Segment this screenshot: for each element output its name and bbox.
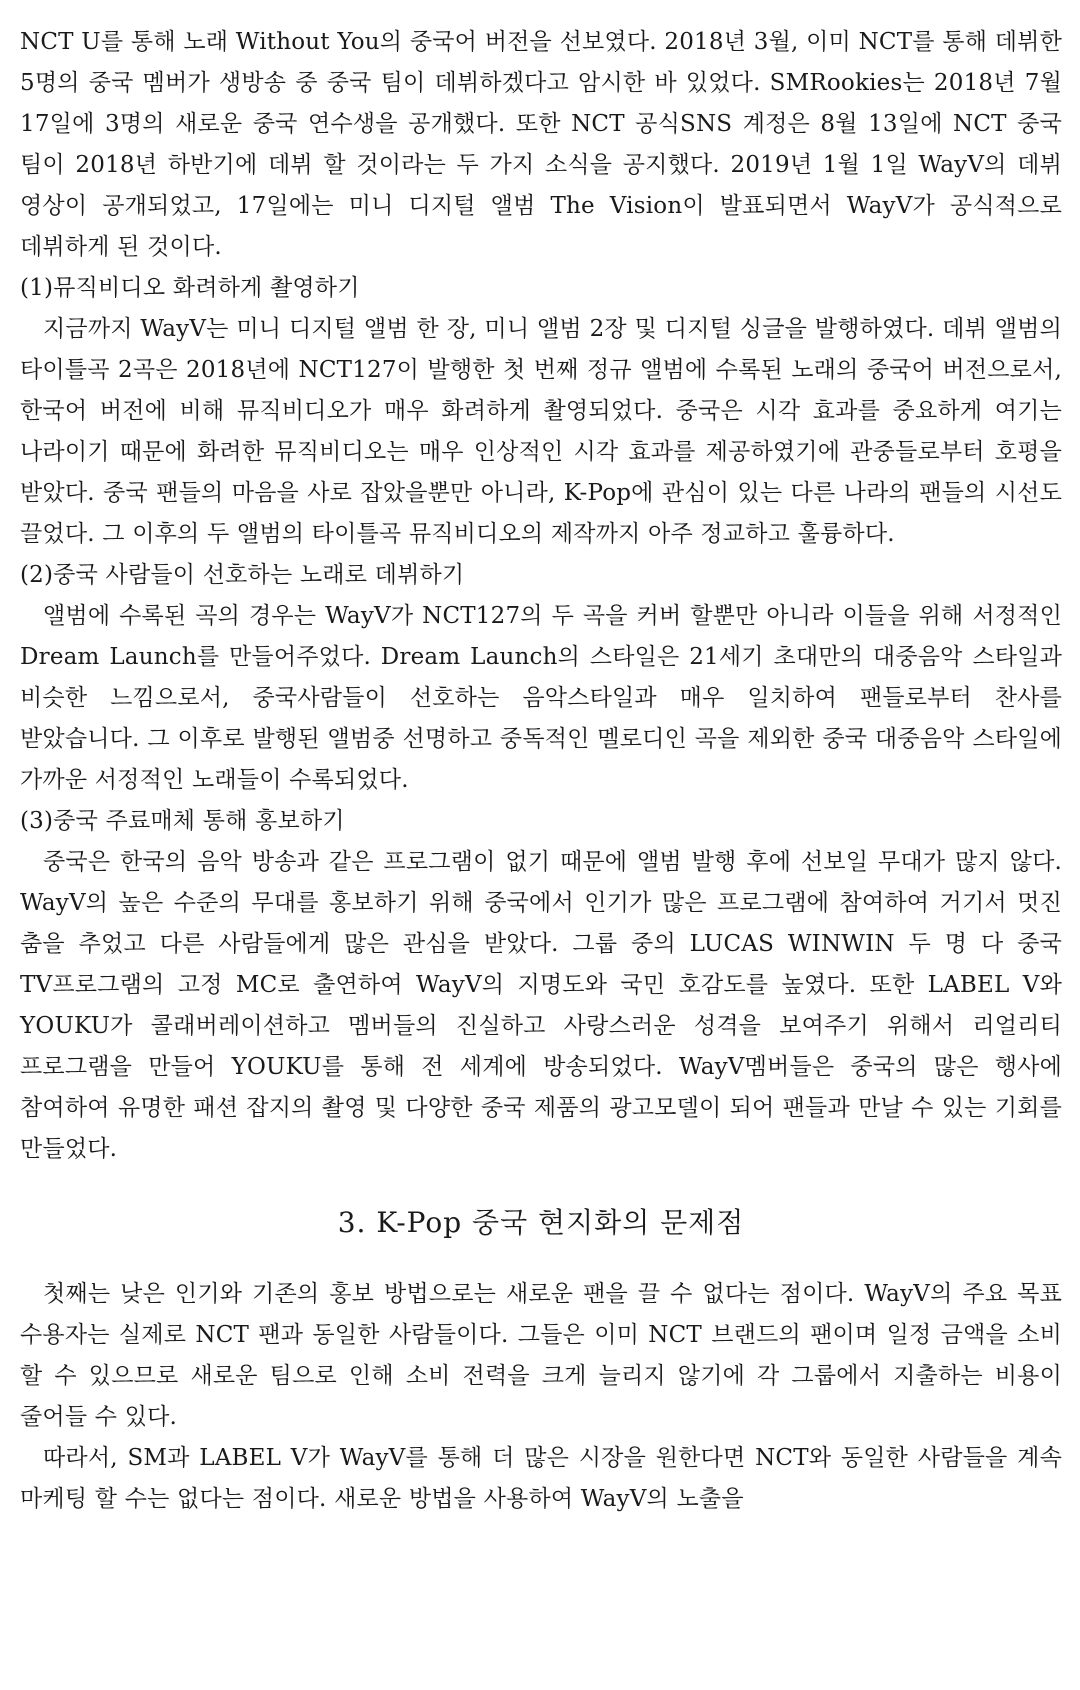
paragraph-nct-u-background: NCT U를 통해 노래 Without You의 중국어 버전을 선보였다. 2018년 3월, 이미 NCT를 통해 데뷔한 5명의 중국 멤버가 생방송 중 중국 팀이 데뷔하겠다고 암시한 바 있었다. SMRookies는 2018년 7월 17일에 3명의 새로운 중국 연수생을 공개했다. 또한 NCT 공식SNS 계정은 8월 13일에 NCT 중국 팀이 2018년 하반기에 데뷔 할 것이라는 두 가지 소식을 공지했다. 2019년 1월 1일 WayV의 데뷔 영상이 공개되었고, 17일에는 미니 디지털 앨범 The Vision이 발표되면서 WayV가 공식적으로 데뷔하게 된 것이다. bbox=[20, 29, 1062, 260]
paragraph-problem-therefore: 따라서, SM과 LABEL V가 WayV를 통해 더 많은 시장을 원한다면 NCT와 동일한 사람들을 계속 마케팅 할 수는 없다는 점이다. 새로운 방법을 사용하여 WayV의 노출을 bbox=[20, 1445, 1062, 1512]
subheading-chinese-preferred-songs: (2)중국 사람들이 선호하는 노래로 데뷔하기 bbox=[20, 562, 465, 588]
paragraph-chinese-media: 중국은 한국의 음악 방송과 같은 프로그램이 없기 때문에 앨범 발행 후에 선보일 무대가 많지 않다. WayV의 높은 수준의 무대를 홍보하기 위해 중국에서 인기가 많은 프로그램에 참여하여 거기서 멋진 춤을 추었고 다른 사람들에게 많은 관심을 받았다. 그룹 중의 LUCAS WINWIN 두 명 다 중국 TV프로그램의 고정 MC로 출연하여 WayV의 지명도와 국민 호감도를 높였다. 또한 LABEL V와 YOUKU가 콜래버레이션하고 멤버들의 진실하고 사랑스러운 성격을 보여주기 위해서 리얼리티 프로그램을 만들어 YOUKU를 통해 전 세계에 방송되었다. WayV멤버들은 중국의 많은 행사에 참여하여 유명한 패션 잡지의 촬영 및 다양한 중국 제품의 광고모델이 되어 팬들과 만날 수 있는 기회를 만들었다. bbox=[20, 849, 1062, 1162]
section-heading-problems: 3. K-Pop 중국 현지화의 문제점 bbox=[337, 1206, 745, 1239]
document-page bbox=[20, 22, 1062, 1520]
paragraph-chinese-preferred-songs: 앨범에 수록된 곡의 경우는 WayV가 NCT127의 두 곡을 커버 할뿐만 아니라 이들을 위해 서정적인 Dream Launch를 만들어주었다. Dream Launch의 스타일은 21세기 초대만의 대중음악 스타일과 비슷한 느낌으로서, 중국사람들이 선호하는 음악스타일과 매우 일치하여 팬들로부터 찬사를 받았습니다. 그 이후로 발행된 앨범중 선명하고 중독적인 멜로디인 곡을 제외한 중국 대중음악 스타일에 가까운 서정적인 노래들이 수록되었다. bbox=[20, 603, 1062, 793]
paragraph-music-video: 지금까지 WayV는 미니 디지털 앨범 한 장, 미니 앨범 2장 및 디지털 싱글을 발행하였다. 데뷔 앨범의 타이틀곡 2곡은 2018년에 NCT127이 발행한 첫 번째 정규 앨범에 수록된 노래의 중국어 버전으로서, 한국어 버전에 비해 뮤직비디오가 매우 화려하게 촬영되었다. 중국은 시각 효과를 중요하게 여기는 나라이기 때문에 화려한 뮤직비디오는 매우 인상적인 시각 효과를 제공하였기에 관중들로부터 호평을 받았다. 중국 팬들의 마음을 사로 잡았을뿐만 아니라, K-Pop에 관심이 있는 다른 나라의 팬들의 시선도 끌었다. 그 이후의 두 앨범의 타이틀곡 뮤직비디오의 제작까지 아주 정교하고 훌륭하다. bbox=[20, 316, 1062, 547]
paragraph-problem-first: 첫째는 낮은 인기와 기존의 홍보 방법으로는 새로운 팬을 끌 수 없다는 점이다. WayV의 주요 목표 수용자는 실제로 NCT 팬과 동일한 사람들이다. 그들은 이미 NCT 브랜드의 팬이며 일정 금액을 소비 할 수 있으므로 새로운 팀으로 인해 소비 전력을 크게 늘리지 않기에 각 그룹에서 지출하는 비용이 줄어들 수 있다. bbox=[20, 1281, 1062, 1430]
subheading-music-video: (1)뮤직비디오 화려하게 촬영하기 bbox=[20, 275, 360, 301]
subheading-chinese-media: (3)중국 주료매체 통해 홍보하기 bbox=[20, 808, 345, 834]
